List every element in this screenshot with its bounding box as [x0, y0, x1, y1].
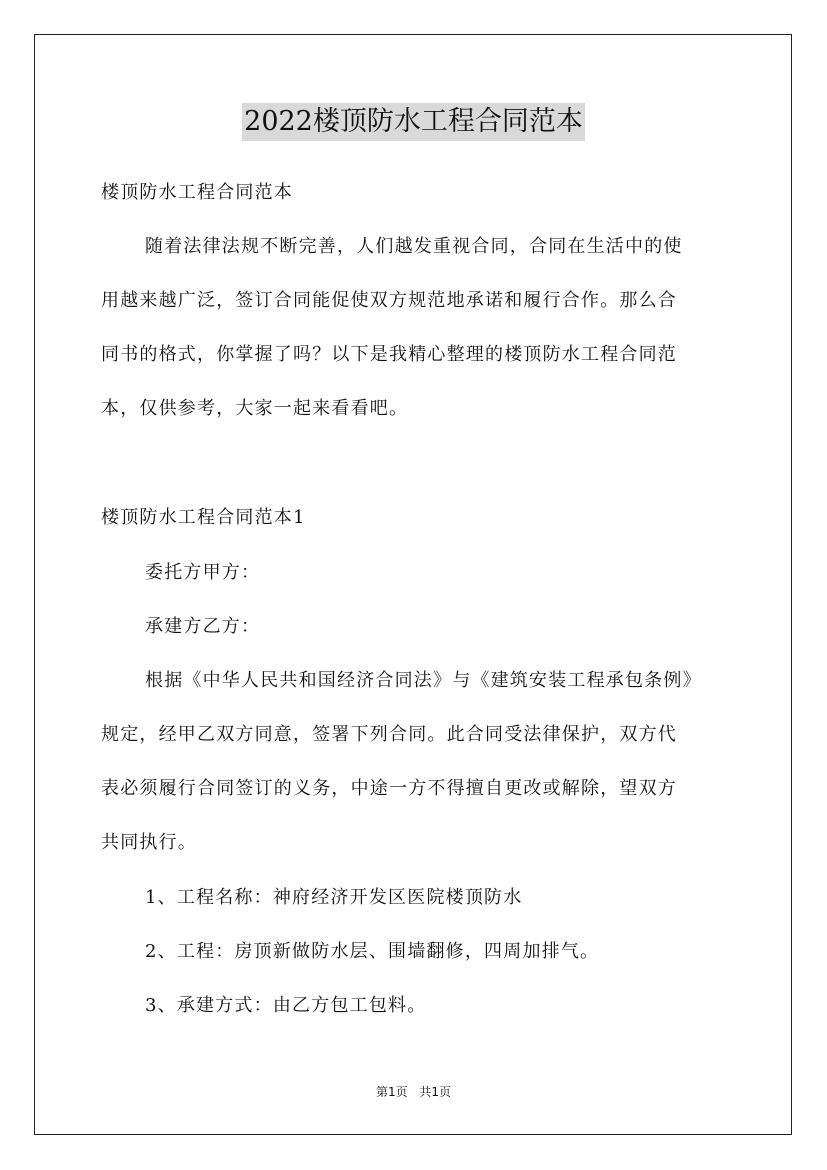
- intro-line-1: 随着法律法规不断完善，人们越发重视合同，合同在生活中的使: [145, 236, 683, 257]
- page-total: 共1页: [419, 1085, 452, 1099]
- basis-line-1: 根据《中华人民共和国经济合同法》与《建筑安装工程承包条例》: [145, 670, 702, 691]
- intro-line-3: 同书的格式，你掌握了吗？以下是我精心整理的楼顶防水工程合同范: [101, 344, 677, 365]
- clause-1: 1、工程名称：神府经济开发区医院楼顶防水: [145, 887, 523, 908]
- intro-line-4: 本，仅供参考，大家一起来看看吧。: [101, 398, 409, 419]
- party-b-label: 承建方乙方：: [145, 616, 261, 637]
- basis-line-3: 表必须履行合同签订的义务，中途一方不得擅自更改或解除，望双方: [101, 778, 677, 799]
- intro-line-2: 用越来越广泛，签订合同能促使双方规范地承诺和履行合作。那么合: [101, 290, 677, 311]
- document-title: 2022楼顶防水工程合同范本: [242, 103, 585, 141]
- clause-3: 3、承建方式：由乙方包工包料。: [145, 995, 427, 1016]
- party-a-label: 委托方甲方：: [145, 562, 261, 583]
- section-heading: 楼顶防水工程合同范本1: [101, 507, 306, 528]
- basis-line-2: 规定，经甲乙双方同意，签署下列合同。此合同受法律保护，双方代: [101, 724, 677, 745]
- title-area: [0, 103, 827, 141]
- clause-2: 2、工程：房顶新做防水层、围墙翻修，四周加排气。: [145, 941, 600, 962]
- basis-line-4: 共同执行。: [101, 832, 197, 853]
- page-number: 第1页: [375, 1085, 408, 1099]
- subtitle: 楼顶防水工程合同范本: [101, 182, 293, 203]
- page-footer: [0, 1083, 827, 1100]
